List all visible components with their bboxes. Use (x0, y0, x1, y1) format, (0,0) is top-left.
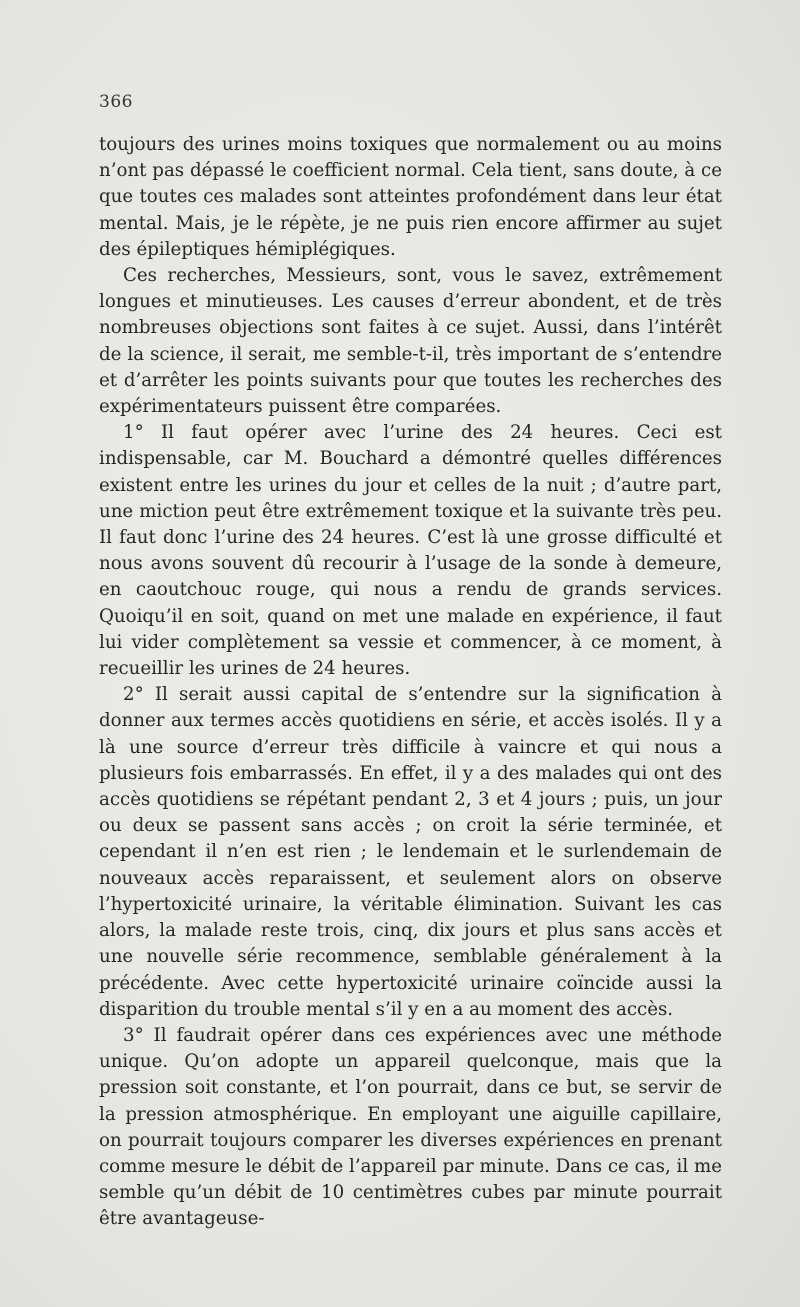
paragraph-point-3: 3° Il faudrait opérer dans ces expériences avec une méthode unique. Qu’on adopte un appareil quelconque, mais que la pression soit constante, et l’on pourrait, dans ce but, se servir de la pression atmosphérique. En employant une aiguille capillaire, on pourrait toujours comparer les diverses expériences en prenant comme mesure le débit de l’appareil par minute. Dans ce cas, il me semble qu’un débit de 10 centimètres cubes par minute pourrait être avantageuse- (99, 1024, 722, 1230)
page-number: 366 (99, 92, 133, 112)
paragraph-point-1: 1° Il faut opérer avec l’urine des 24 heures. Ceci est indispensable, car M. Bouchard a démontré quelles différences existent entre les urines du jour et celles de la nuit ; d’autre part, une miction peut être extrêmement toxique et la suivante très peu. Il faut donc l’urine des 24 heures. C’est là une grosse difficulté et nous avons souvent dû recourir à l’usage de la sonde à demeure, en caoutchouc rouge, qui nous a rendu de grands services. Quoiqu’il en soit, quand on met une malade en expérience, il faut lui vider complètement sa vessie et commencer, à ce moment, à recueillir les urines de 24 heures. (99, 422, 722, 680)
body-text (99, 132, 722, 1233)
paragraph-point-2: 2° Il serait aussi capital de s’entendre sur la signification à donner aux termes accès quotidiens en série, et accès isolés. Il y a là une source d’erreur très difficile à vaincre et qui nous a plusieurs fois embarrassés. En effet, il y a des malades qui ont des accès quotidiens se répétant pendant 2, 3 et 4 jours ; puis, un jour ou deux se passent sans accès ; on croit la série terminée, et cependant il n’en est rien ; le lendemain et le surlendemain de nouveaux accès reparaissent, et seulement alors on observe l’hypertoxicité urinaire, la véritable élimination. Suivant les cas alors, la malade reste trois, cinq, dix jours et plus sans accès et une nouvelle série recommence, semblable généralement à la précédente. Avec cette hypertoxicité urinaire coïncide aussi la disparition du trouble mental s’il y en a au moment des accès. (99, 684, 722, 1020)
paragraph-recherches: Ces recherches, Messieurs, sont, vous le savez, extrêmement longues et minutieuses. Les causes d’erreur abondent, et de très nombreuses objections sont faites à ce sujet. Aussi, dans l’intérêt de la science, il serait, me semble-t-il, très important de s’entendre et d’arrêter les points suivants pour que toutes les recherches des expérimentateurs puissent être comparées. (99, 265, 722, 418)
paragraph-continuation: toujours des urines moins toxiques que normalement ou au moins n’ont pas dépassé le coefficient normal. Cela tient, sans doute, à ce que toutes ces malades sont atteintes profondément dans leur état mental. Mais, je le répète, je ne puis rien encore affirmer au sujet des épileptiques hémiplégiques. (99, 134, 722, 260)
